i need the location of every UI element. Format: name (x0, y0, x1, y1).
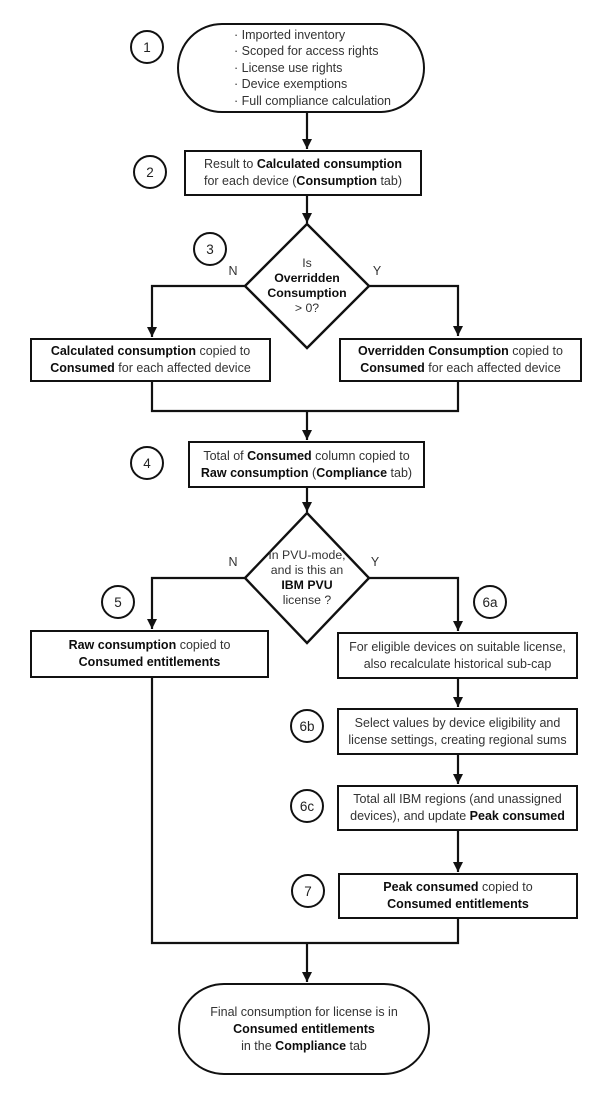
calculated-copy-box: Calculated consumption copied to Consumed for each affected device (30, 338, 271, 382)
step6b-box: Select values by device eligibility and license settings, creating regional sums (337, 708, 578, 755)
step7-badge: 7 (291, 874, 325, 908)
step3-badge: 3 (193, 232, 227, 266)
step4-box: Total of Consumed column copied to Raw consumption (Compliance tab) (188, 441, 425, 488)
step6a-box: For eligible devices on suitable license, also recalculate historical sub-cap (337, 632, 578, 679)
connector-pvu-no (152, 578, 246, 629)
overridden-copy-box: Overridden Consumption copied to Consumed for each affected device (339, 338, 582, 382)
step5-box: Raw consumption copied to Consumed entitlements (30, 630, 269, 678)
step6c-box: Total all IBM regions (and unassigned devices), and update Peak consumed (337, 785, 578, 831)
step6a-badge: 6a (473, 585, 507, 619)
end-terminator: Final consumption for license is in Consumed entitlements in the Compliance tab (178, 983, 430, 1075)
step1-badge: 1 (130, 30, 164, 64)
step6b-badge: 6b (290, 709, 324, 743)
pvu-yes-label: Y (370, 555, 380, 569)
decision3-no-label: N (228, 264, 238, 278)
connector-pvu-yes (369, 578, 458, 631)
connector-decision3-yes (369, 286, 458, 336)
step5-badge: 5 (101, 585, 135, 619)
connector-decision3-no (152, 286, 245, 337)
connector-copy-merge (152, 382, 458, 411)
pvu-no-label: N (228, 555, 238, 569)
decision3-text: Is Overridden Consumption > 0? (267, 256, 347, 315)
step2-box: Result to Calculated consumption for each device (Consumption tab) (184, 150, 422, 196)
step6c-badge: 6c (290, 789, 324, 823)
decision3-yes-label: Y (372, 264, 382, 278)
start-terminator: · Imported inventory · Scoped for access rights · License use rights · Device exemptions · Full compliance calculation (177, 23, 425, 113)
pvu-decision-text: In PVU-mode, and is this an IBM PVU license ? (268, 548, 346, 607)
step7-box: Peak consumed copied to Consumed entitlements (338, 873, 578, 919)
step2-badge: 2 (133, 155, 167, 189)
step4-badge: 4 (130, 446, 164, 480)
